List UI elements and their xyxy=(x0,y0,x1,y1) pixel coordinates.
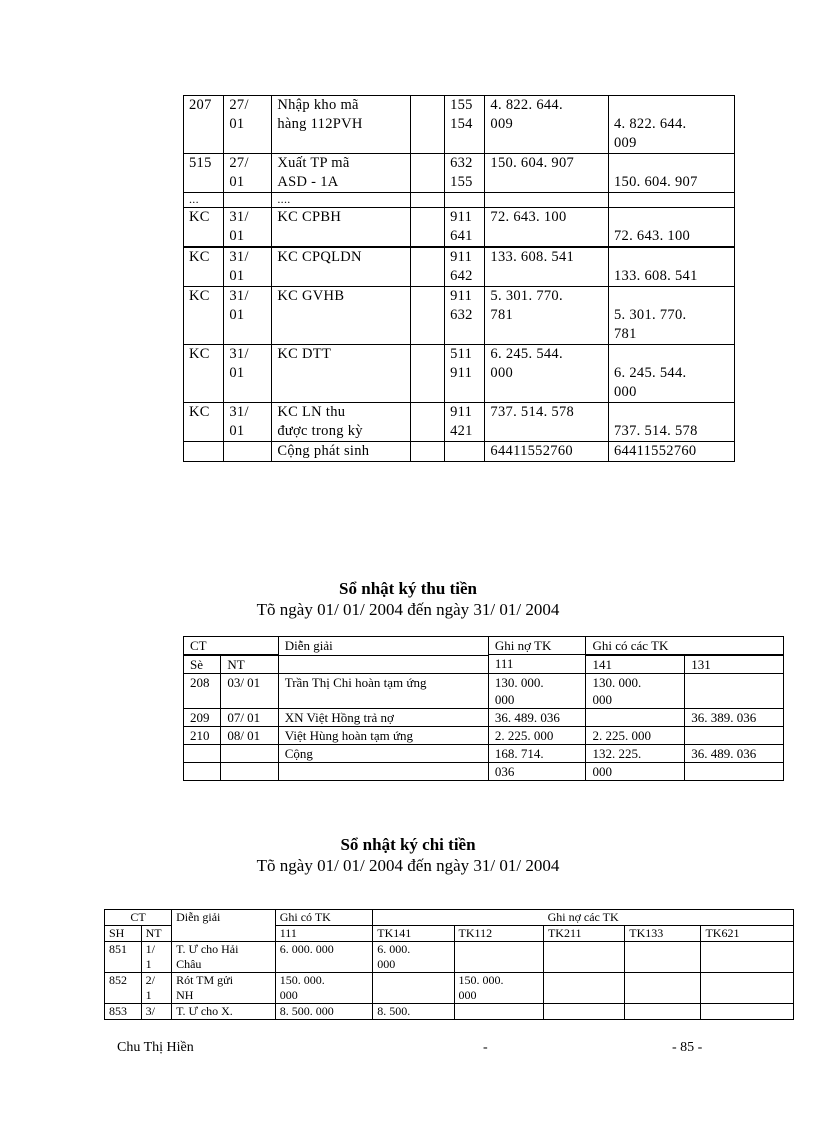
cell-nt: 03/ 01 xyxy=(221,674,278,709)
header-sh: SH xyxy=(105,926,142,942)
cell-description: Xuất TP mã ASD - 1A xyxy=(272,154,411,193)
cash-payments-title: Sổ nhật ký chi tiền xyxy=(340,835,476,854)
header-tk133: TK133 xyxy=(625,926,701,942)
cell-description: T. Ư cho Hải Châu xyxy=(172,942,276,973)
cell-empty xyxy=(411,403,445,442)
empty-cell xyxy=(184,745,221,763)
ledger-row xyxy=(184,208,735,248)
empty-cell xyxy=(685,763,784,781)
cell-nt: 1/ 1 xyxy=(141,942,171,973)
cell-description: KC LN thu được trong kỳ xyxy=(272,403,411,442)
table-row xyxy=(184,637,784,655)
empty-cell xyxy=(184,763,221,781)
cell-sh: KC xyxy=(184,208,224,248)
cell-empty xyxy=(411,247,445,287)
cell-sh: 853 xyxy=(105,1004,142,1020)
cell-se: 209 xyxy=(184,709,221,727)
header-nt: NT xyxy=(141,926,171,942)
header-debit: Ghi nợ TK xyxy=(488,637,586,655)
ledger-row xyxy=(184,403,735,442)
empty-cell xyxy=(411,442,445,462)
ledger-row xyxy=(184,154,735,193)
header-tk112: TK112 xyxy=(454,926,543,942)
cash-receipts-title: Sổ nhật ký thu tiền xyxy=(339,579,477,598)
ledger-row xyxy=(184,193,735,208)
footer-page-number: - 85 - xyxy=(672,1040,703,1055)
cell-sh: 851 xyxy=(105,942,142,973)
cell-se: 210 xyxy=(184,727,221,745)
header-131: 131 xyxy=(685,656,784,674)
cell-nt: 31/ 01 xyxy=(224,403,272,442)
cell-account xyxy=(445,193,485,208)
cell-empty xyxy=(411,193,445,208)
total-cell: 64411552760 xyxy=(608,442,734,462)
footer-dash: - xyxy=(483,1040,488,1055)
cell-empty xyxy=(411,154,445,193)
empty-cell xyxy=(278,763,488,781)
header-tk141: TK141 xyxy=(373,926,454,942)
header-141: 141 xyxy=(586,656,685,674)
cell-tk211 xyxy=(543,973,624,1004)
total-debit-cont: 036 xyxy=(488,763,586,781)
header-tk211: TK211 xyxy=(543,926,624,942)
header-tk621: TK621 xyxy=(701,926,794,942)
table-row xyxy=(105,973,794,1004)
cell-141: 2. 225. 000 xyxy=(586,727,685,745)
cell-nt: 07/ 01 xyxy=(221,709,278,727)
cell-empty xyxy=(411,208,445,248)
cell-sh: KC xyxy=(184,403,224,442)
cell-credit: 6. 000. 000 xyxy=(275,942,373,973)
cell-description: .... xyxy=(272,193,411,208)
cell-description: KC DTT xyxy=(272,345,411,403)
table-row xyxy=(184,727,784,745)
empty-cell xyxy=(221,745,278,763)
cell-sh: 207 xyxy=(184,96,224,154)
cash-receipts-subtitle: Tõ ngày 01/ 01/ 2004 đến ngày 31/ 01/ 2004 xyxy=(256,600,560,619)
cell-nt: 2/ 1 xyxy=(141,973,171,1004)
cell-sh: 515 xyxy=(184,154,224,193)
cell-empty xyxy=(411,345,445,403)
cell-tk621 xyxy=(701,942,794,973)
cell-description: KC CPBH xyxy=(272,208,411,248)
empty-cell xyxy=(221,763,278,781)
header-ct: CT xyxy=(184,637,279,655)
empty-cell xyxy=(445,442,485,462)
cell-nt: 31/ 01 xyxy=(224,287,272,345)
total-row-continued xyxy=(184,763,784,781)
header-credit: Ghi có TK xyxy=(275,910,373,926)
cell-description: Nhập kho mã hàng 112PVH xyxy=(272,96,411,154)
cell-debit: 6. 245. 544. 000 xyxy=(485,345,609,403)
header-description: Diễn giải xyxy=(278,637,488,656)
cell-tk141: 6. 000. 000 xyxy=(373,942,454,973)
total-row xyxy=(184,745,784,763)
cell-nt: 3/ xyxy=(141,1004,171,1020)
cell-131: 36. 389. 036 xyxy=(685,709,784,727)
cell-account: 911 632 xyxy=(445,287,485,345)
cell-sh: 852 xyxy=(105,973,142,1004)
ledger-row xyxy=(184,247,735,287)
total-label: Cộng xyxy=(278,745,488,763)
cell-se: 208 xyxy=(184,674,221,709)
cell-debit: 36. 489. 036 xyxy=(488,709,586,727)
cash-payments-subtitle: Tõ ngày 01/ 01/ 2004 đến ngày 31/ 01/ 2004 xyxy=(256,856,560,875)
cell-debit: 737. 514. 578 xyxy=(485,403,609,442)
cell-account: 632 155 xyxy=(445,154,485,193)
cell-131 xyxy=(685,727,784,745)
cell-debit: 2. 225. 000 xyxy=(488,727,586,745)
cell-account: 155 154 xyxy=(445,96,485,154)
cell-sh: ... xyxy=(184,193,224,208)
cell-empty xyxy=(411,96,445,154)
cell-description: KC GVHB xyxy=(272,287,411,345)
general-ledger-table xyxy=(183,95,735,462)
cell-credit xyxy=(608,193,734,208)
empty-cell xyxy=(184,442,224,462)
header-111: 111 xyxy=(275,926,373,942)
cell-description: Việt Hùng hoàn tạm ứng xyxy=(278,727,488,745)
cell-debit: 5. 301. 770. 781 xyxy=(485,287,609,345)
header-se: Sè xyxy=(184,656,221,674)
header-111: 111 xyxy=(488,655,586,674)
header-ct: CT xyxy=(105,910,172,926)
total-cell: Cộng phát sinh xyxy=(272,442,411,462)
cell-debit: 72. 643. 100 xyxy=(485,208,609,248)
ledger-row xyxy=(184,96,735,154)
table-row xyxy=(105,1004,794,1020)
cell-credit: 5. 301. 770. 781 xyxy=(608,287,734,345)
cell-description: KC CPQLDN xyxy=(272,247,411,287)
total-141-cont: 000 xyxy=(586,763,685,781)
ledger-row xyxy=(184,345,735,403)
footer-author: Chu Thị Hiền xyxy=(117,1040,194,1055)
cell-sh: KC xyxy=(184,287,224,345)
cell-nt: 31/ 01 xyxy=(224,345,272,403)
cell-account: 511 911 xyxy=(445,345,485,403)
cell-tk133 xyxy=(625,942,701,973)
cell-tk133 xyxy=(625,973,701,1004)
cash-payments-table xyxy=(104,909,794,1020)
header-debit: Ghi nợ các TK xyxy=(373,910,794,926)
total-debit: 168. 714. xyxy=(488,745,586,763)
cell-tk621 xyxy=(701,1004,794,1020)
cell-tk141 xyxy=(373,973,454,1004)
table-row xyxy=(184,656,784,674)
table-row xyxy=(184,709,784,727)
total-141: 132. 225. xyxy=(586,745,685,763)
cell-credit: 150. 604. 907 xyxy=(608,154,734,193)
ledger-total-row xyxy=(184,442,735,462)
cell-account: 911 642 xyxy=(445,247,485,287)
cell-nt xyxy=(224,193,272,208)
cell-description: XN Việt Hồng trả nợ xyxy=(278,709,488,727)
header-nt: NT xyxy=(221,656,278,674)
cell-141 xyxy=(586,709,685,727)
cell-debit: 150. 604. 907 xyxy=(485,154,609,193)
table-row xyxy=(184,674,784,709)
cell-debit: 130. 000. 000 xyxy=(488,674,586,709)
cell-description: Trần Thị Chi hoàn tạm ứng xyxy=(278,674,488,709)
total-cell: 64411552760 xyxy=(485,442,609,462)
cell-tk112 xyxy=(454,942,543,973)
cell-credit: 8. 500. 000 xyxy=(275,1004,373,1020)
cell-sh: KC xyxy=(184,247,224,287)
cell-141: 130. 000. 000 xyxy=(586,674,685,709)
cell-credit: 4. 822. 644. 009 xyxy=(608,96,734,154)
cell-nt: 31/ 01 xyxy=(224,247,272,287)
cell-tk621 xyxy=(701,973,794,1004)
cell-credit: 72. 643. 100 xyxy=(608,208,734,248)
cell-tk141: 8. 500. xyxy=(373,1004,454,1020)
empty-cell xyxy=(224,442,272,462)
cell-131 xyxy=(685,674,784,709)
cell-nt: 27/ 01 xyxy=(224,96,272,154)
cell-nt: 31/ 01 xyxy=(224,208,272,248)
ledger-row xyxy=(184,287,735,345)
header-credit: Ghi có các TK xyxy=(586,637,784,655)
cell-tk112 xyxy=(454,1004,543,1020)
cell-tk133 xyxy=(625,1004,701,1020)
cell-sh: KC xyxy=(184,345,224,403)
cell-tk211 xyxy=(543,1004,624,1020)
table-row xyxy=(105,910,794,926)
cell-tk112: 150. 000. 000 xyxy=(454,973,543,1004)
cell-debit xyxy=(485,193,609,208)
cash-receipts-table xyxy=(183,636,784,781)
cell-description: Rót TM gửi NH xyxy=(172,973,276,1004)
cell-debit: 133. 608. 541 xyxy=(485,247,609,287)
cell-account: 911 641 xyxy=(445,208,485,248)
cell-nt: 08/ 01 xyxy=(221,727,278,745)
cell-credit: 737. 514. 578 xyxy=(608,403,734,442)
total-131: 36. 489. 036 xyxy=(685,745,784,763)
header-description: Diễn giải xyxy=(172,910,276,942)
cell-empty xyxy=(411,287,445,345)
cell-account: 911 421 xyxy=(445,403,485,442)
cell-debit: 4. 822. 644. 009 xyxy=(485,96,609,154)
empty-cell xyxy=(278,656,488,674)
cell-description: T. Ư cho X. xyxy=(172,1004,276,1020)
table-row xyxy=(105,942,794,973)
cell-nt: 27/ 01 xyxy=(224,154,272,193)
cell-credit: 150. 000. 000 xyxy=(275,973,373,1004)
cell-tk211 xyxy=(543,942,624,973)
cell-credit: 133. 608. 541 xyxy=(608,247,734,287)
cell-credit: 6. 245. 544. 000 xyxy=(608,345,734,403)
